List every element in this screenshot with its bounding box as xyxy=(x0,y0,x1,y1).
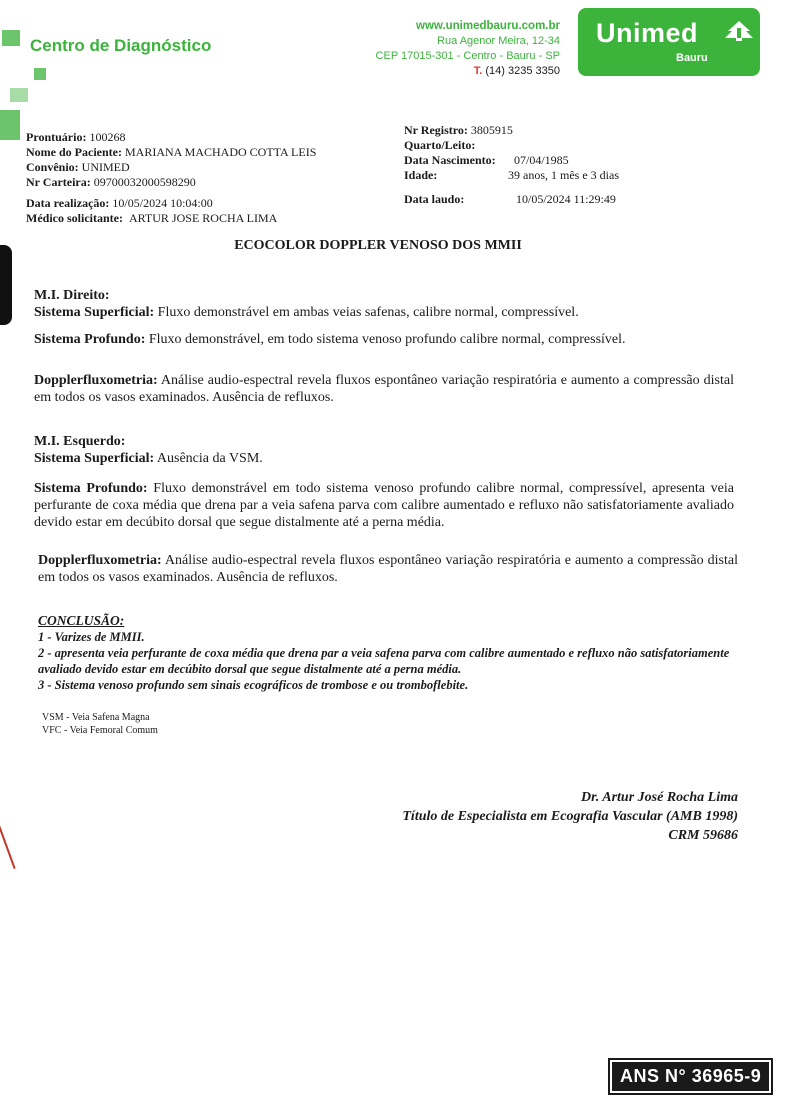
label: Sistema Profundo: xyxy=(34,332,146,347)
data-realizacao-value: 10/05/2024 10:04:00 xyxy=(112,196,213,210)
convenio-value: UNIMED xyxy=(81,160,130,174)
conclusion-section xyxy=(38,613,738,693)
scan-edge-mark xyxy=(0,245,12,325)
unimed-logo xyxy=(578,8,760,76)
conclusion-heading: CONCLUSÃO: xyxy=(38,613,125,628)
label: Data realização: xyxy=(26,196,110,210)
label: Nr Registro: xyxy=(404,123,468,137)
left-leg-section xyxy=(34,433,734,467)
label: Sistema Superficial: xyxy=(34,305,155,320)
registro-value: 3805915 xyxy=(470,123,513,137)
logo-sub: Bauru xyxy=(676,52,708,64)
label: Nr Carteira: xyxy=(26,175,91,189)
conclusion-item: 2 - apresenta veia perfurante de coxa média que drena par a veia safena parva com calibre aumentado e refluxo não satisfatoriamente avaliado devido estar em decúbito dorsal que segue distalmente até a perna média. xyxy=(38,646,730,676)
logo-square xyxy=(10,88,28,102)
label: Sistema Profundo: xyxy=(34,481,148,496)
medico-value: ARTUR JOSE ROCHA LIMA xyxy=(128,211,278,225)
address-line: CEP 17015-301 - Centro - Bauru - SP xyxy=(375,50,560,62)
label: Prontuário: xyxy=(26,130,87,144)
patient-info-left xyxy=(26,130,316,226)
phone-prefix: T. xyxy=(473,65,483,77)
right-leg-doppler xyxy=(34,372,734,406)
label: Nome do Paciente: xyxy=(26,145,122,159)
label: Data laudo: xyxy=(404,192,465,206)
patient-name: MARIANA MACHADO COTTA LEIS xyxy=(124,145,317,159)
prontuario-value: 100268 xyxy=(89,130,126,144)
ans-badge: ANS N° 36965-9 xyxy=(610,1060,771,1093)
address-line: Rua Agenor Meira, 12-34 xyxy=(437,35,560,47)
abbreviations xyxy=(42,711,158,737)
exam-title: ECOCOLOR DOPPLER VENOSO DOS MMII xyxy=(234,238,522,253)
contact-block xyxy=(376,19,560,79)
scan-edge-mark-red xyxy=(0,826,16,869)
doctor-title: Título de Especialista em Ecografia Vascular (AMB 1998) xyxy=(402,809,738,824)
logo-name: Unimed xyxy=(596,18,699,48)
label: Médico solicitante: xyxy=(26,211,123,225)
laudo-value: 10/05/2024 11:29:49 xyxy=(516,192,616,206)
right-leg-section xyxy=(34,287,734,321)
finding-text: Fluxo demonstrável em ambas veias safenas, calibre normal, compressível. xyxy=(157,305,579,320)
finding-text: Análise audio-espectral revela fluxos espontâneo variação respiratória e aumento a compressão distal em todos os vasos examinados. Ausência de refluxos. xyxy=(34,373,734,405)
phone xyxy=(376,64,560,79)
signature-block xyxy=(402,788,738,845)
abbreviation-item: VSM - Veia Safena Magna xyxy=(42,712,150,723)
right-leg-deep xyxy=(34,331,734,348)
finding-text: Fluxo demonstrável em todo sistema venoso profundo calibre normal, compressível, apresenta veia perfurante de coxa média que drena par a veia safena parva com calibre aumentado e refluxo não satisfatoriamente avaliado devido estar em decúbito dorsal que segue distalmente até a perna média. xyxy=(34,481,734,530)
finding-text: Ausência da VSM. xyxy=(156,451,263,466)
label: Quarto/Leito: xyxy=(404,138,476,152)
brand-title: Centro de Diagnóstico xyxy=(30,36,212,55)
phone-number: (14) 3235 3350 xyxy=(485,65,560,77)
finding-text: Análise audio-espectral revela fluxos espontâneo variação respiratória e aumento a compressão distal em todos os vasos examinados. Ausência de refluxos. xyxy=(38,553,738,585)
label: Data Nascimento: xyxy=(404,153,496,167)
label: Idade: xyxy=(404,168,438,182)
nascimento-value: 07/04/1985 xyxy=(514,153,569,167)
conclusion-item: 1 - Varizes de MMII. xyxy=(38,630,145,644)
label: Convênio: xyxy=(26,160,79,174)
label: Dopplerfluxometria: xyxy=(38,553,162,568)
idade-value: 39 anos, 1 mês e 3 dias xyxy=(508,168,619,182)
label: Dopplerfluxometria: xyxy=(34,373,158,388)
conclusion-item: 3 - Sistema venoso profundo sem sinais ecográficos de trombose e ou tromboflebite. xyxy=(38,678,469,692)
logo-square xyxy=(2,30,20,46)
left-leg-deep xyxy=(34,480,734,531)
doctor-name: Dr. Artur José Rocha Lima xyxy=(580,790,738,805)
label: Sistema Superficial: xyxy=(34,451,155,466)
section-heading: M.I. Esquerdo: xyxy=(34,434,126,449)
left-leg-doppler xyxy=(38,552,738,586)
section-heading: M.I. Direito: xyxy=(34,288,110,303)
carteira-value: 09700032000598290 xyxy=(93,175,196,189)
tree-icon xyxy=(724,20,754,48)
doctor-crm: CRM 59686 xyxy=(668,828,738,843)
patient-info-right xyxy=(404,123,619,207)
logo-square xyxy=(34,68,46,80)
logo-square xyxy=(0,110,20,140)
abbreviation-item: VFC - Veia Femoral Comum xyxy=(42,725,158,736)
website-link[interactable]: www.unimedbauru.com.br xyxy=(416,20,560,32)
finding-text: Fluxo demonstrável, em todo sistema venoso profundo calibre normal, compressível. xyxy=(148,332,626,347)
